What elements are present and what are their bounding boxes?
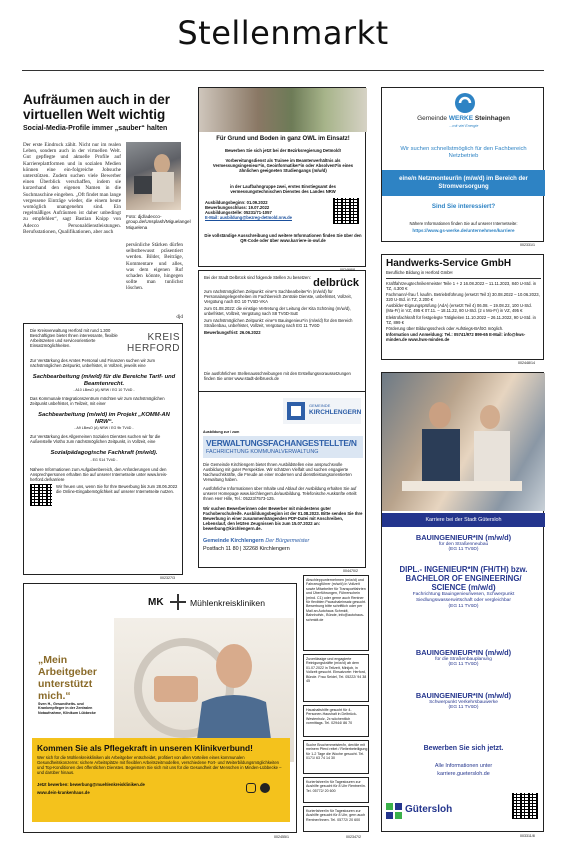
guetersloh-job-3 — [382, 648, 545, 667]
photo-caption: Foto: djd/adecco-group.de/Unsplash/Miguelangel Miquelena — [126, 214, 191, 230]
guetersloh-job-3-title: BAUINGENIEUR*IN (m/w/d) — [415, 648, 512, 657]
laptop-photo-icon — [126, 142, 181, 210]
ad-kreis-herford — [23, 323, 183, 575]
guetersloh-job-4 — [382, 691, 545, 710]
ad-owl — [198, 87, 366, 267]
classified-ad-text: Zuverlässige und engagierte Reinigungskräfte (m/w/d) ab dem 01.07.2022 in Teilzeit, Minijob, in Vollzeit gesucht. Einsatzorte: Herford, Bünde. Frau Seidel, Tel. 05222/ 94 38 45 — [306, 657, 367, 684]
kirchlengern-job-sub: FACHRICHTUNG KOMMUNALVERWALTUNG — [206, 449, 319, 455]
classified-ad — [303, 654, 369, 702]
herford-details: Nähere Informationen zum Aufgabenbereich, den Anforderungen und den Ansprechpersonen erhalten Sie auf unserer Internetseite unter www.kreis-herford.de/karriere — [30, 467, 168, 482]
ad-guetersloh — [381, 372, 544, 832]
article-col2-text: persönliche Stärken dürfen selbstbewusst präsentiert werden. Bilder, Beiträge, Kommentare und alles, was dem eigenen Ruf schaden könnte, hingegen sollte man tunlichst löschen. — [126, 242, 183, 292]
classified-ad — [303, 705, 369, 737]
mill-icon — [170, 594, 186, 610]
ad-kirchlengern — [198, 391, 366, 568]
steinhagen-lead: Wir suchen schnellstmöglich für den Fachbereich Netzbetrieb — [400, 146, 527, 159]
guetersloh-logo — [386, 801, 456, 823]
ad-handwerk — [381, 254, 544, 360]
handwerk-course-1: Kraftfahrzeugtechnikermeister Teile 1 + 2 16.08.2022 – 11.11.2023, 840 U-Std. in TZ, 4.300 € — [386, 281, 537, 291]
owl-dates — [205, 200, 323, 220]
delbrueck-job-2: zum 01.08.2022: die einstige Vertretung der Leitung der Kita Schöning (m/w/d), unbefristet, Vollzeit, Vergütung nach S8 TVöD-SuE — [204, 306, 351, 316]
steinhagen-logo-name: Steinhagen — [474, 115, 510, 122]
delbrueck-list — [204, 289, 362, 335]
mk-body: Wer sich für die Mühlenkreiskliniken als Arbeitgeber entscheidet, profitiert von allen Vorteilen eines kommunalen Gesundheitskonzerns: sichere Arbeitsplätze mit flexiblen Arbeitszeitmodellen, verschiedene Fort- und Weiterbildungsmöglichkeiten und Top-Konditionen des öffentlichen Dienstes. Begeistern Sie sich mit uns für die Gesundheit der Menschen in Minden-Lübbecke – und darüber hinaus. — [37, 755, 282, 775]
kirchlengern-body: Die Gemeinde Kirchlengern bietet Ihnen Ausbildstellen eine anspruchsvolle Ausbildung mit guter Perspektive. Wir schätzen Vielfalt und suchen engagierte Nachwuchskräfte, die Freude an einer modernen und dienstleistungsorientierten Verwaltung haben. — [203, 462, 352, 482]
steinhagen-info: Nähere Informationen finden Sie auf unserer Internetseite: — [409, 221, 518, 226]
herford-job3: Sozialpädagogische Fachkraft (m/w/d). — [50, 450, 158, 456]
guetersloh-job-1-sub: für den Straßenneubau — [438, 542, 489, 547]
ad-code: 002468/8 — [340, 268, 355, 272]
qr-code-icon[interactable] — [30, 484, 52, 506]
ad-code: 002327/3 — [160, 576, 175, 580]
classified-ad — [303, 806, 369, 832]
delbrueck-intro: Bei der Stadt Delbrück sind folgende Stellen zu besetzen: — [204, 275, 311, 280]
classified-ad — [303, 740, 369, 774]
mk-person: Sven H., Gesundheits- und Krankenpfleger in der Zentralen Notaufnahme, Klinikum Lübbecke — [38, 702, 96, 715]
handwerk-contact: Information und Anmeldung: Tel.: 05741/972 899-65 E-Mail: info@hws-minden.de www.hws-minden.de — [386, 331, 526, 342]
owl-body2: in der Laufbahngruppe zwei, erstes Einstiegsamt des vermessungstechnischen Dienstes des Landes NRW — [230, 184, 336, 194]
classifieds-column — [303, 575, 369, 833]
steinhagen-tag: …mit viel Energie — [448, 124, 479, 128]
ad-code: 002347/2 — [346, 835, 361, 839]
classified-ad — [303, 575, 369, 651]
article-column-2 — [126, 242, 183, 316]
herford-job2: Sachbearbeitung (m/w/d) im Projekt „KOMM-AN NRW“. — [38, 412, 170, 425]
handwerk-courses — [386, 281, 541, 342]
guetersloh-cta: Bewerben Sie sich jetzt. — [423, 745, 504, 752]
owl-lead: Bewerben Sie sich jetzt bei der Bezirksregierung Detmold! — [224, 148, 342, 153]
delbrueck-job-3: zum nächstmöglichen Zeitpunkt: eine*n Bauingenieur*in (m/w/d) für den Bereich Straßenbau, unbefristet, Vollzeit, Vergütung nach EG 11 TVöD — [204, 318, 353, 328]
guetersloh-job-2-title: DIPL.- INGENIEUR*IN (FH/TH) bzw. BACHELOR OF ENGINEERING/ SCIENCE (m/w/d) — [399, 565, 528, 592]
article-headline: Aufräumen auch in der virtuellen Welt wichtig — [23, 92, 171, 122]
herford-lead3: Zur Verstärkung des Allgemeinen Sozialen Dienstes suchen wir für die Außenstelle Vlotho zum nächstmöglichen Zeitpunkt, in Vollzeit, eine — [30, 434, 161, 444]
herford-lead1: Zur Verstärkung des Amtes Personal und Finanzen suchen wir zum nächstmöglichen Zeitpunkt, unbefristet, in Vollzeit, jeweils eine — [30, 358, 155, 368]
guetersloh-job-4-title: BAUINGENIEUR*IN (m/w/d) — [415, 691, 512, 700]
kirchlengern-crest-icon — [285, 400, 307, 422]
mk-apply-link[interactable]: Jetzt bewerben: bewerbung@muehlenkreiskliniken.de — [37, 782, 145, 787]
herford-lead2: Das Kommunale Integrationszentrum möchten wir zum nächstmöglichen Zeitpunkt unbefristet, in Teilzeit, mit einer — [30, 396, 165, 406]
handwerk-course-2: Fachmann/-frau f. kaufm. Betriebsführung (ersetzt Teil 3) 30.08.2022 – 10.06.2023, 320 U-Std. in TZ, 2.200 € — [386, 292, 540, 303]
article-col1-text: Der erste Eindruck zählt. Nicht nur im realen Leben, sondern auch in der virtuellen Welt. Gut gepflegte und aktuelle Profile auf Karriereplattformen und in sozialen Medien können eine ein-folgreiche Jobsuche unterstützen. Zudem suchen viele Bewerber einen Überblick verschaffen, indem sie kurzerhand den eigenen Namen in die Suchmaschine eingeben. „Oft findet man lange vergessene Einträge wieder, die einem heute womöglich unangenehm sind. Ein regelmäßiges Aufräumen ist daher unbedingt zu empfehlen“, sagt Bastian Knipp von Adecco Personaldienstleistungen. Berufsstationen, Qualifikationen, aber auch — [23, 142, 121, 235]
article-subline: Social-Media-Profile immer „sauber“ halten — [23, 125, 168, 132]
guetersloh-job-1 — [382, 533, 545, 552]
mk-web-link[interactable]: www.dein-krankenhaus.de — [37, 790, 90, 795]
guetersloh-job-1-title: BAUINGENIEUR*IN (m/w/d) — [415, 533, 512, 542]
qr-code-icon[interactable] — [512, 793, 538, 819]
guetersloh-job-2-sub: Fachrichtung Bauingenieurwesen, Schwerpunkt Siedlungswasserwirtschaft oder vergleichbar — [412, 592, 515, 603]
steinhagen-question: Sind Sie interessiert? — [431, 203, 496, 210]
page-title: Stellenmarkt — [177, 14, 389, 52]
herford-logo — [126, 332, 180, 354]
mk-quote: „Mein Arbeitgeber unterstützt mich.“ — [38, 654, 97, 702]
herford-pay1: - A10 LBesO (A) NRW / EG 10 TVöD - — [73, 388, 135, 392]
herford-intro: Die Kreisverwaltung Herford mit rund 1.300 Beschäftigten bietet Ihnen interessante, flexible Arbeitszeiten und serviceorientierte Einsatzmöglichkeiten. — [30, 328, 118, 348]
steinhagen-logo-mid: WERKE — [448, 115, 474, 122]
owl-footer: Die vollständige Ausschreibung und weitere Informationen finden Sie über den QR-Code oder über www.karriere-in-owl.de — [204, 233, 362, 243]
steinhagen-job: eine/n Netzmonteur/in (m/w/d) im Bereich der Stromversorgung — [382, 170, 545, 196]
owl-heading: Für Grund und Boden in ganz OWL im Einsatz! — [216, 136, 350, 142]
steinhagen-url-link[interactable]: https://www.gs-werke.de/unternehmen/karriere — [412, 228, 515, 233]
herford-job1: Sachbearbeitung (m/w/d) für die Bereiche Tarif- und Beamtenrecht. — [32, 374, 176, 387]
guetersloh-job-4-pay: (EG 11 TVöD) — [448, 705, 479, 710]
kirchlengern-logo — [283, 398, 361, 424]
guetersloh-photo — [382, 373, 545, 511]
delbrueck-deadline: Bewerbungsfrist: 26.06.2022 — [204, 330, 261, 335]
herford-closing: Wir freuen uns, wenn Sie für Ihre Bewerbung bis zum 28.06.2022 die Online-Eingabemöglichkeit auf unserer Internetseite nutzen. — [56, 484, 178, 494]
herford-pay2: - A9 LBesO (A) NRW / EG 9b TVöD - — [74, 426, 134, 430]
kirchlengern-sign1: Gemeinde Kirchlengern — [203, 538, 264, 544]
kirchlengern-job: VERWALTUNGSFACHANGESTELLTE/N — [206, 438, 357, 448]
facebook-icon[interactable] — [260, 783, 270, 793]
mk-yellow-panel — [32, 738, 290, 822]
kirchlengern-sign2: Der Bürgermeister — [265, 538, 310, 544]
article-credit: djd — [176, 314, 183, 320]
owl-phone: Ausbildungsstelle: 05231/71-1057 — [205, 210, 272, 215]
qr-code-icon[interactable] — [333, 198, 359, 224]
ad-delbrueck — [198, 270, 366, 393]
instagram-icon[interactable] — [246, 783, 256, 793]
mk-headline: Kommen Sie als Pflegekraft in unseren Klinikverbund! — [37, 743, 253, 753]
classified-ad-text: Haushaltshilfe gesucht für 4-Personen-Haushalt in Delbrück-Westenholz, 2x wöchentlich vormittags. Tel. 02944/ 86 70 — [306, 708, 357, 726]
guetersloh-job-4-sub: Schwerpunkt Verkehrsbauwerke — [429, 700, 498, 705]
ad-steinhagen — [381, 87, 544, 242]
steinhagen-logo-top: Gemeinde — [417, 115, 448, 122]
kirchlengern-more: Ausführliche Informationen über Inhalte und Ablauf der Ausbildung erhalten Sie auf unserer Homepage www.kirchlengern.de/ausbildung. Telefonische Auskünfte erteilt Ihnen Herr Hille, Tel.: 05223/7573-125. — [203, 486, 357, 501]
editorial-article — [23, 92, 191, 322]
guetersloh-info1: Alle Informationen unter — [434, 763, 493, 769]
kirchlengern-tag: Ausbildung zur / zum — [203, 430, 240, 434]
handwerk-title: Handwerks-Service GmbH — [386, 258, 512, 269]
kirchlengern-logo-top: GEMEINDE — [309, 403, 331, 408]
classified-ad — [303, 777, 369, 803]
guetersloh-banner: Karriere bei der Stadt Gütersloh — [382, 513, 545, 527]
classified-ad-text: Kurierfahrer/in für Tagestouren zur Aushilfe gesucht für 8 Uhr Rentner/in. Tel. 05772/ 20 600 — [306, 780, 366, 793]
handwerk-course-3: Ausbilder-Eignungsprüfung (AdA) (ersetzt Teil 4) 06.08. – 19.08.22, 100 U-Std. (Ma-Fr) in VZ, 495 € 07.11. – 18.11.22, 80 U-Std. (2 x Mo-Fr) in VZ, 495 € — [386, 303, 532, 314]
owl-date-start: Ausbildungsbeginn: 01.09.2022 — [205, 200, 268, 205]
delbrueck-footer: Die ausführlichen Stellenausschreibungen mit den Erstellungsvoraussetzungen finden Sie unter www.stadt-delbrueck.de — [204, 371, 351, 381]
article-photo — [126, 142, 181, 210]
herford-logo-a: KREIS — [147, 332, 180, 343]
mk-logo-name: Mühlenkreiskliniken — [190, 598, 265, 608]
owl-body: Vorbereitungsdienst als Trainee im Beamtenverhältnis als Vermessungsingenieur*in, Geoinformatiker*in oder Absolvent*in eines ähnlichen geeigneten Studiengangs (m/w/d) — [212, 158, 354, 173]
guetersloh-logo-icon — [386, 803, 402, 819]
ad-muehlenkreiskliniken — [23, 583, 297, 833]
mk-logo — [148, 594, 294, 614]
guetersloh-job-3-pay: (EG 11 TVöD) — [448, 662, 479, 667]
classified-ad-text: Suche Bruchenmeister/in, der/die mit meinem Pferd reitet / Reiterbeteiligung für 1-2 Tage die Woche gesucht. Tel. 0171/ 63 74 14 30 — [306, 743, 368, 761]
guetersloh-job-1-pay: (EG 11 TVöD) — [448, 547, 479, 552]
kirchlengern-address: Postfach 11 80 | 32268 Kirchlengern — [203, 546, 290, 552]
masthead-rule — [22, 70, 544, 71]
owl-email-link[interactable]: E-Mail: ausbildung@bezreg-detmold.nrw.de — [205, 215, 292, 220]
owl-date-deadline: Bewerbungsschluss: 19.07.2022 — [205, 205, 270, 210]
delbrueck-logo: delbrück — [313, 277, 359, 289]
ad-code: 003311/8 — [520, 834, 535, 838]
ad-code: 002331/1 — [520, 243, 535, 247]
mk-logo-mark: MK — [148, 597, 164, 608]
delbrueck-job-1: zum nächstmöglichen Zeitpunkt: eine*n Sachbearbeiter*in (m/w/d) für Personalangelegenheiten im Fachbereich Zentrale Dienste, unbefristet, Vollzeit, Vergütung nach EG 10 TVöD-VKA — [204, 289, 352, 304]
steinhagen-logo — [382, 115, 545, 122]
team-photo-icon — [382, 373, 545, 511]
masthead — [0, 0, 566, 70]
kirchlengern-apply: Wir suchen Bewerberinnen oder Bewerber mit mindestens guter Fachoberschulreife. Ausbildungsbeginn ist der 01.08.2023. Bitte senden Sie Ihre Bewerbung in einer zusammenhängenden PDF-Datei mit Anschreiben, Lebenslauf, den letzten Zeugnissen bis zum 15.07.2022 an: bewerbung@kirchlengern.de. — [203, 506, 363, 531]
handwerk-rule — [386, 278, 541, 279]
guetersloh-logo-text: Gütersloh — [405, 804, 453, 815]
guetersloh-info-link[interactable]: karriere.guetersloh.de — [437, 771, 490, 777]
guetersloh-job-2-pay: (EG 11 TVöD) — [448, 603, 479, 609]
handwerk-course-4: Elektrofachkraft für festgelegte Tätigkeiten 11.10.2022 – 26.11.2022, 90 U-Std. in TZ, 899 € — [386, 314, 536, 325]
handwerk-sub: Berufliche Bildung in Herford GmbH — [386, 270, 453, 275]
classified-ad-text: Kurierfahrer/in für Tagestouren zur Aushilfe gesucht für 8 Uhr, gern auch Rentner/innen. Tel. 05772/ 20 600 — [306, 809, 366, 822]
guetersloh-job-3-sub: für die Straßenbauplanung — [435, 657, 492, 662]
article-column-1 — [23, 142, 121, 320]
kirchlengern-logo-name: KIRCHLENGERN — [309, 409, 362, 416]
kirchlengern-signature — [203, 538, 363, 544]
owl-photo — [199, 88, 367, 132]
guetersloh-job-2 — [388, 565, 539, 609]
ad-code: 002455/1 — [274, 835, 289, 839]
ad-code: 002448/14 — [518, 361, 535, 365]
classified-ad-text: Abschleppunternehmen (m/w/d) und Fahrzeugführer (m/w/d) in Vollzeit sowie Mitarbeiter für Transportfahrten und Überführungen, Führerschein (mind. C1) oder gerne auch Rentner für flexiblen Pauschaleinsatz gesucht. Bewerbung bitte schriftlich oder per Mail an Autohaus Schmidt, Bahnhofstr., Bünde, info@autohaus-schmidt.de — [306, 578, 367, 622]
herford-pay3: - EG S14 TVöD - — [90, 458, 118, 462]
ad-code: 004470/2 — [343, 569, 358, 573]
herford-logo-b: HERFORD — [127, 343, 180, 354]
handwerk-funding: Förderung über Bildungsscheck oder Aufstiegs-BAföG möglich. — [386, 325, 504, 331]
kirchlengern-job-banner — [203, 436, 363, 458]
gs-logo-icon — [454, 92, 476, 114]
